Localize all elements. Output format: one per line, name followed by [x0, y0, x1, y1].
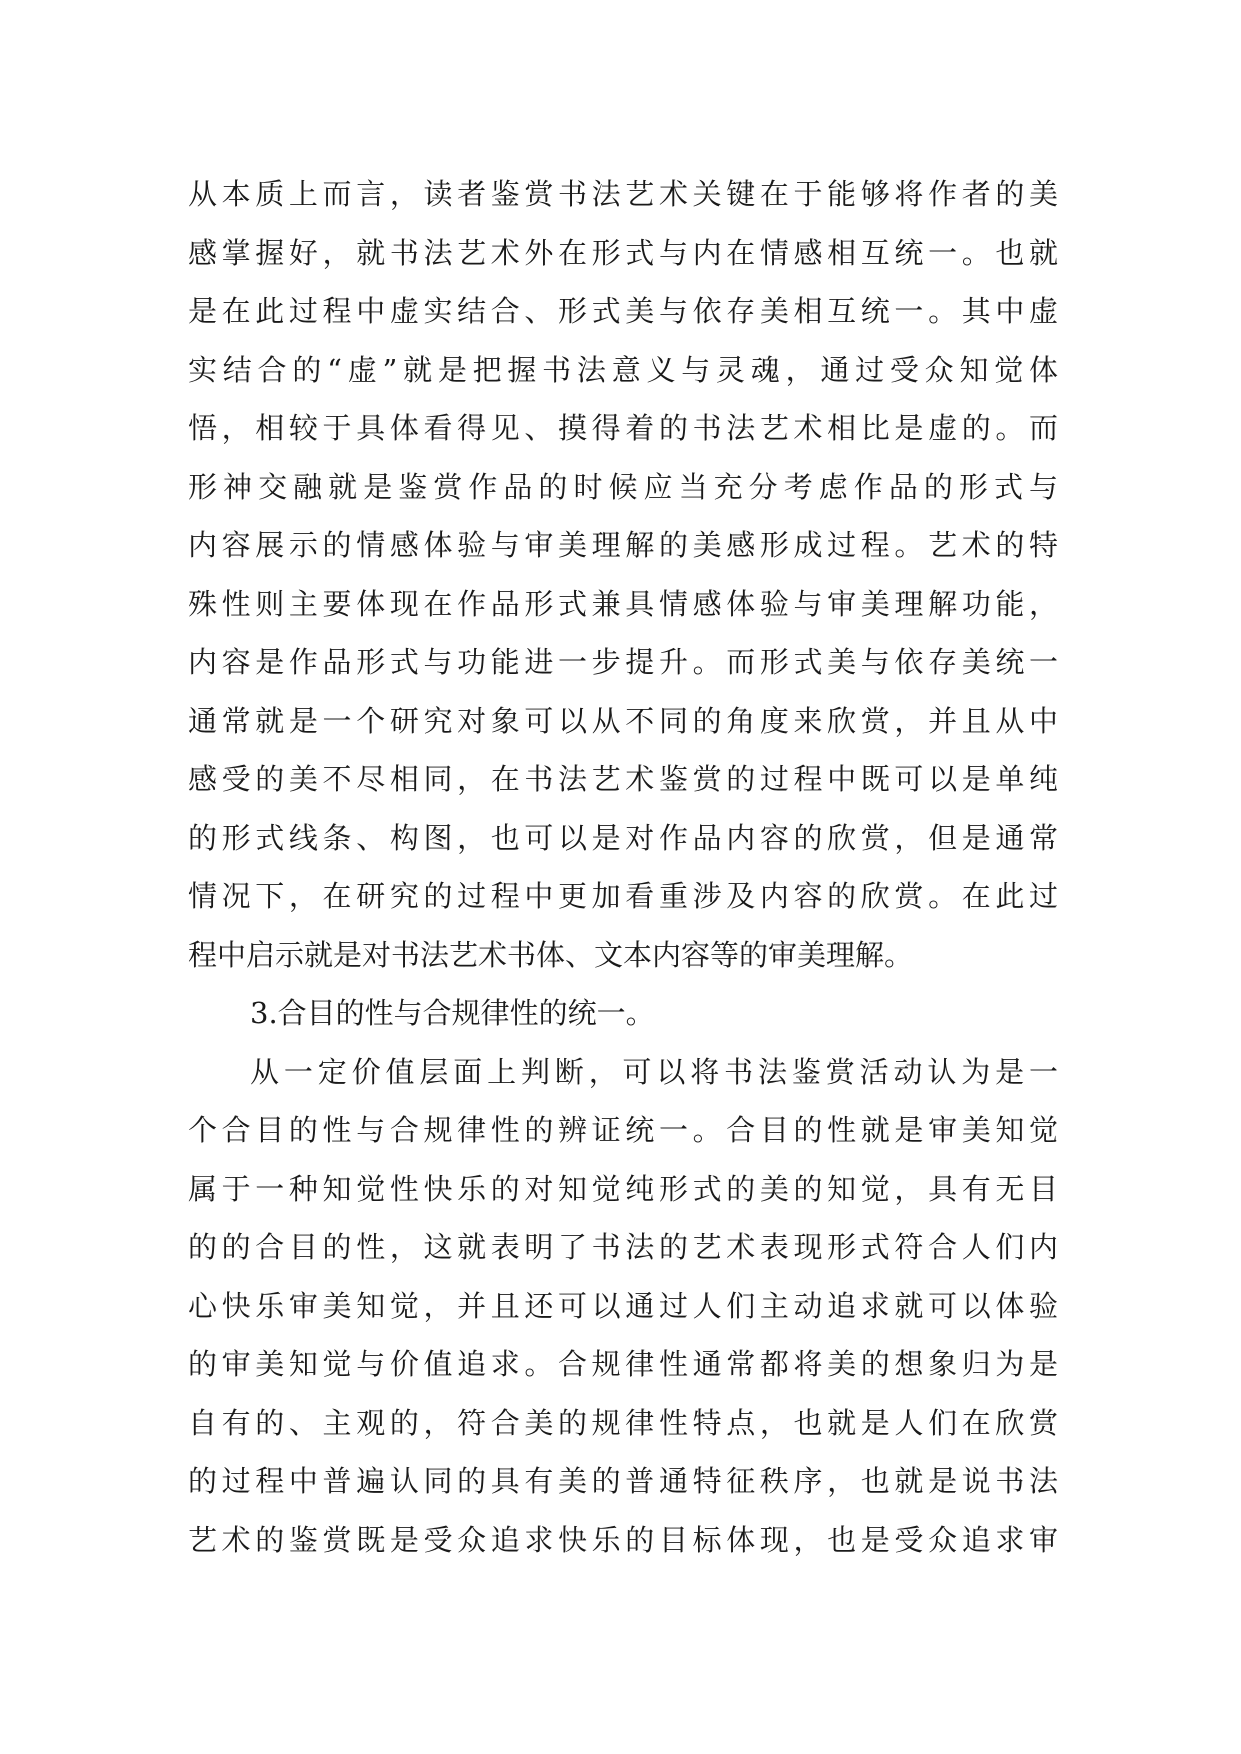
paragraph-line: 从本质上而言，读者鉴赏书法艺术关键在于能够将作者的美	[188, 177, 1058, 211]
paragraph-line: 实结合的“虚”就是把握书法意义与灵魂，通过受众知觉体	[188, 352, 1058, 387]
paragraph-line: 自有的、主观的，符合美的规律性特点，也就是人们在欣赏	[188, 1405, 1058, 1440]
paragraph-line: 情况下，在研究的过程中更加看重涉及内容的欣赏。在此过	[188, 879, 1058, 913]
paragraph-line: 通常就是一个研究对象可以从不同的角度来欣赏，并且从中	[188, 703, 1058, 738]
paragraph-line: 悟，相较于具体看得见、摸得着的书法艺术相比是虚的。而	[188, 411, 1058, 445]
body-text	[188, 165, 1058, 1569]
paragraph-line: 是在此过程中虚实结合、形式美与依存美相互统一。其中虚	[188, 294, 1058, 328]
paragraph-line: 内容展示的情感体验与审美理解的美感形成过程。艺术的特	[188, 528, 1058, 562]
paragraph-line: 个合目的性与合规律性的辨证统一。合目的性就是审美知觉	[188, 1113, 1058, 1147]
paragraph-line: 感受的美不尽相同，在书法艺术鉴赏的过程中既可以是单纯	[188, 762, 1058, 796]
paragraph-line: 从一定价值层面上判断，可以将书法鉴赏活动认为是一	[250, 1054, 1058, 1089]
paragraph-line: 心快乐审美知觉，并且还可以通过人们主动追求就可以体验	[188, 1288, 1058, 1323]
paragraph-line: 的的合目的性，这就表明了书法的艺术表现形式符合人们内	[188, 1230, 1058, 1264]
paragraph-line: 程中启示就是对书法艺术书体、文本内容等的审美理解。	[188, 937, 914, 972]
paragraph-line: 属于一种知觉性快乐的对知觉纯形式的美的知觉，具有无目	[188, 1171, 1058, 1206]
section-heading: 3.合目的性与合规律性的统一。	[250, 996, 655, 1030]
paragraph-line: 感掌握好，就书法艺术外在形式与内在情感相互统一。也就	[188, 235, 1058, 270]
paragraph-line: 殊性则主要体现在作品形式兼具情感体验与审美理解功能，	[188, 586, 1058, 621]
paragraph-line: 形神交融就是鉴赏作品的时候应当充分考虑作品的形式与	[188, 469, 1058, 504]
paragraph-line: 内容是作品形式与功能进一步提升。而形式美与依存美统一	[188, 645, 1058, 679]
paragraph-line: 艺术的鉴赏既是受众追求快乐的目标体现，也是受众追求审	[188, 1522, 1058, 1557]
paragraph-line: 的审美知觉与价值追求。合规律性通常都将美的想象归为是	[188, 1347, 1058, 1381]
paragraph-line: 的形式线条、构图，也可以是对作品内容的欣赏，但是通常	[188, 820, 1058, 855]
paragraph-line: 的过程中普遍认同的具有美的普通特征秩序，也就是说书法	[188, 1464, 1058, 1498]
